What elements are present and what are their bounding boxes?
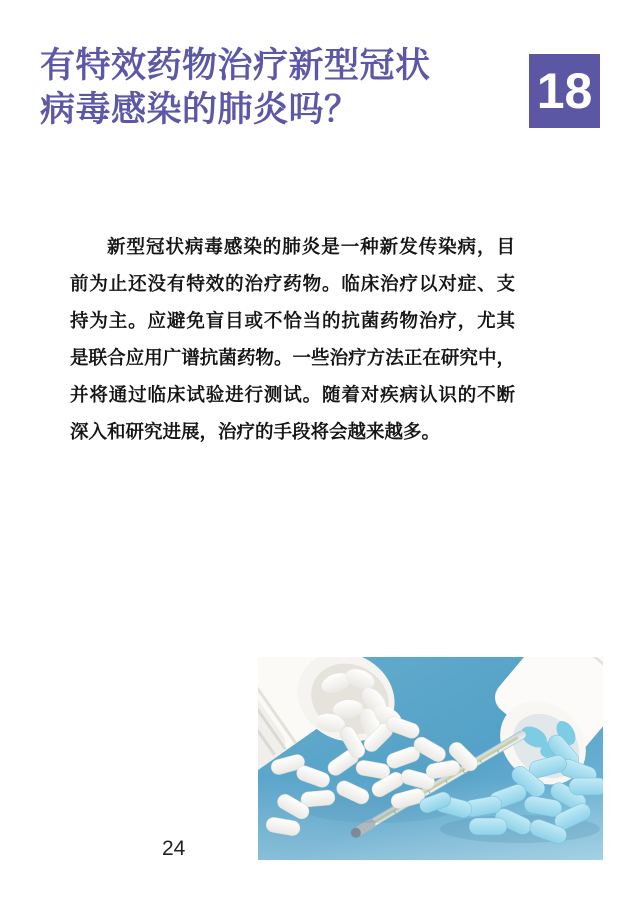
page-number: 24: [162, 837, 186, 860]
medication-photo: [258, 657, 603, 860]
body-line: 是联合应用广谱抗菌药物。一些治疗方法正在研究中，: [70, 347, 515, 368]
title-line-1: 有特效药物治疗新型冠状: [40, 46, 431, 85]
body-line: 并将通过临床试验进行测试。随着对疾病认识的不断: [70, 384, 515, 405]
body-line: 前为止还没有特效的治疗药物。临床治疗以对症、支: [70, 273, 515, 294]
page-title: [40, 44, 510, 132]
body-paragraph: [70, 228, 515, 450]
body-line: 深入和研究进展，治疗的手段将会越来越多。: [70, 421, 441, 442]
title-line-2: 病毒感染的肺炎吗？: [40, 90, 360, 129]
body-line: 新型冠状病毒感染的肺炎是一种新发传染病，目: [107, 236, 515, 257]
body-line: 持为主。应避免盲目或不恰当的抗菌药物治疗，尤其: [70, 310, 515, 331]
question-number-badge: 18: [529, 54, 600, 128]
